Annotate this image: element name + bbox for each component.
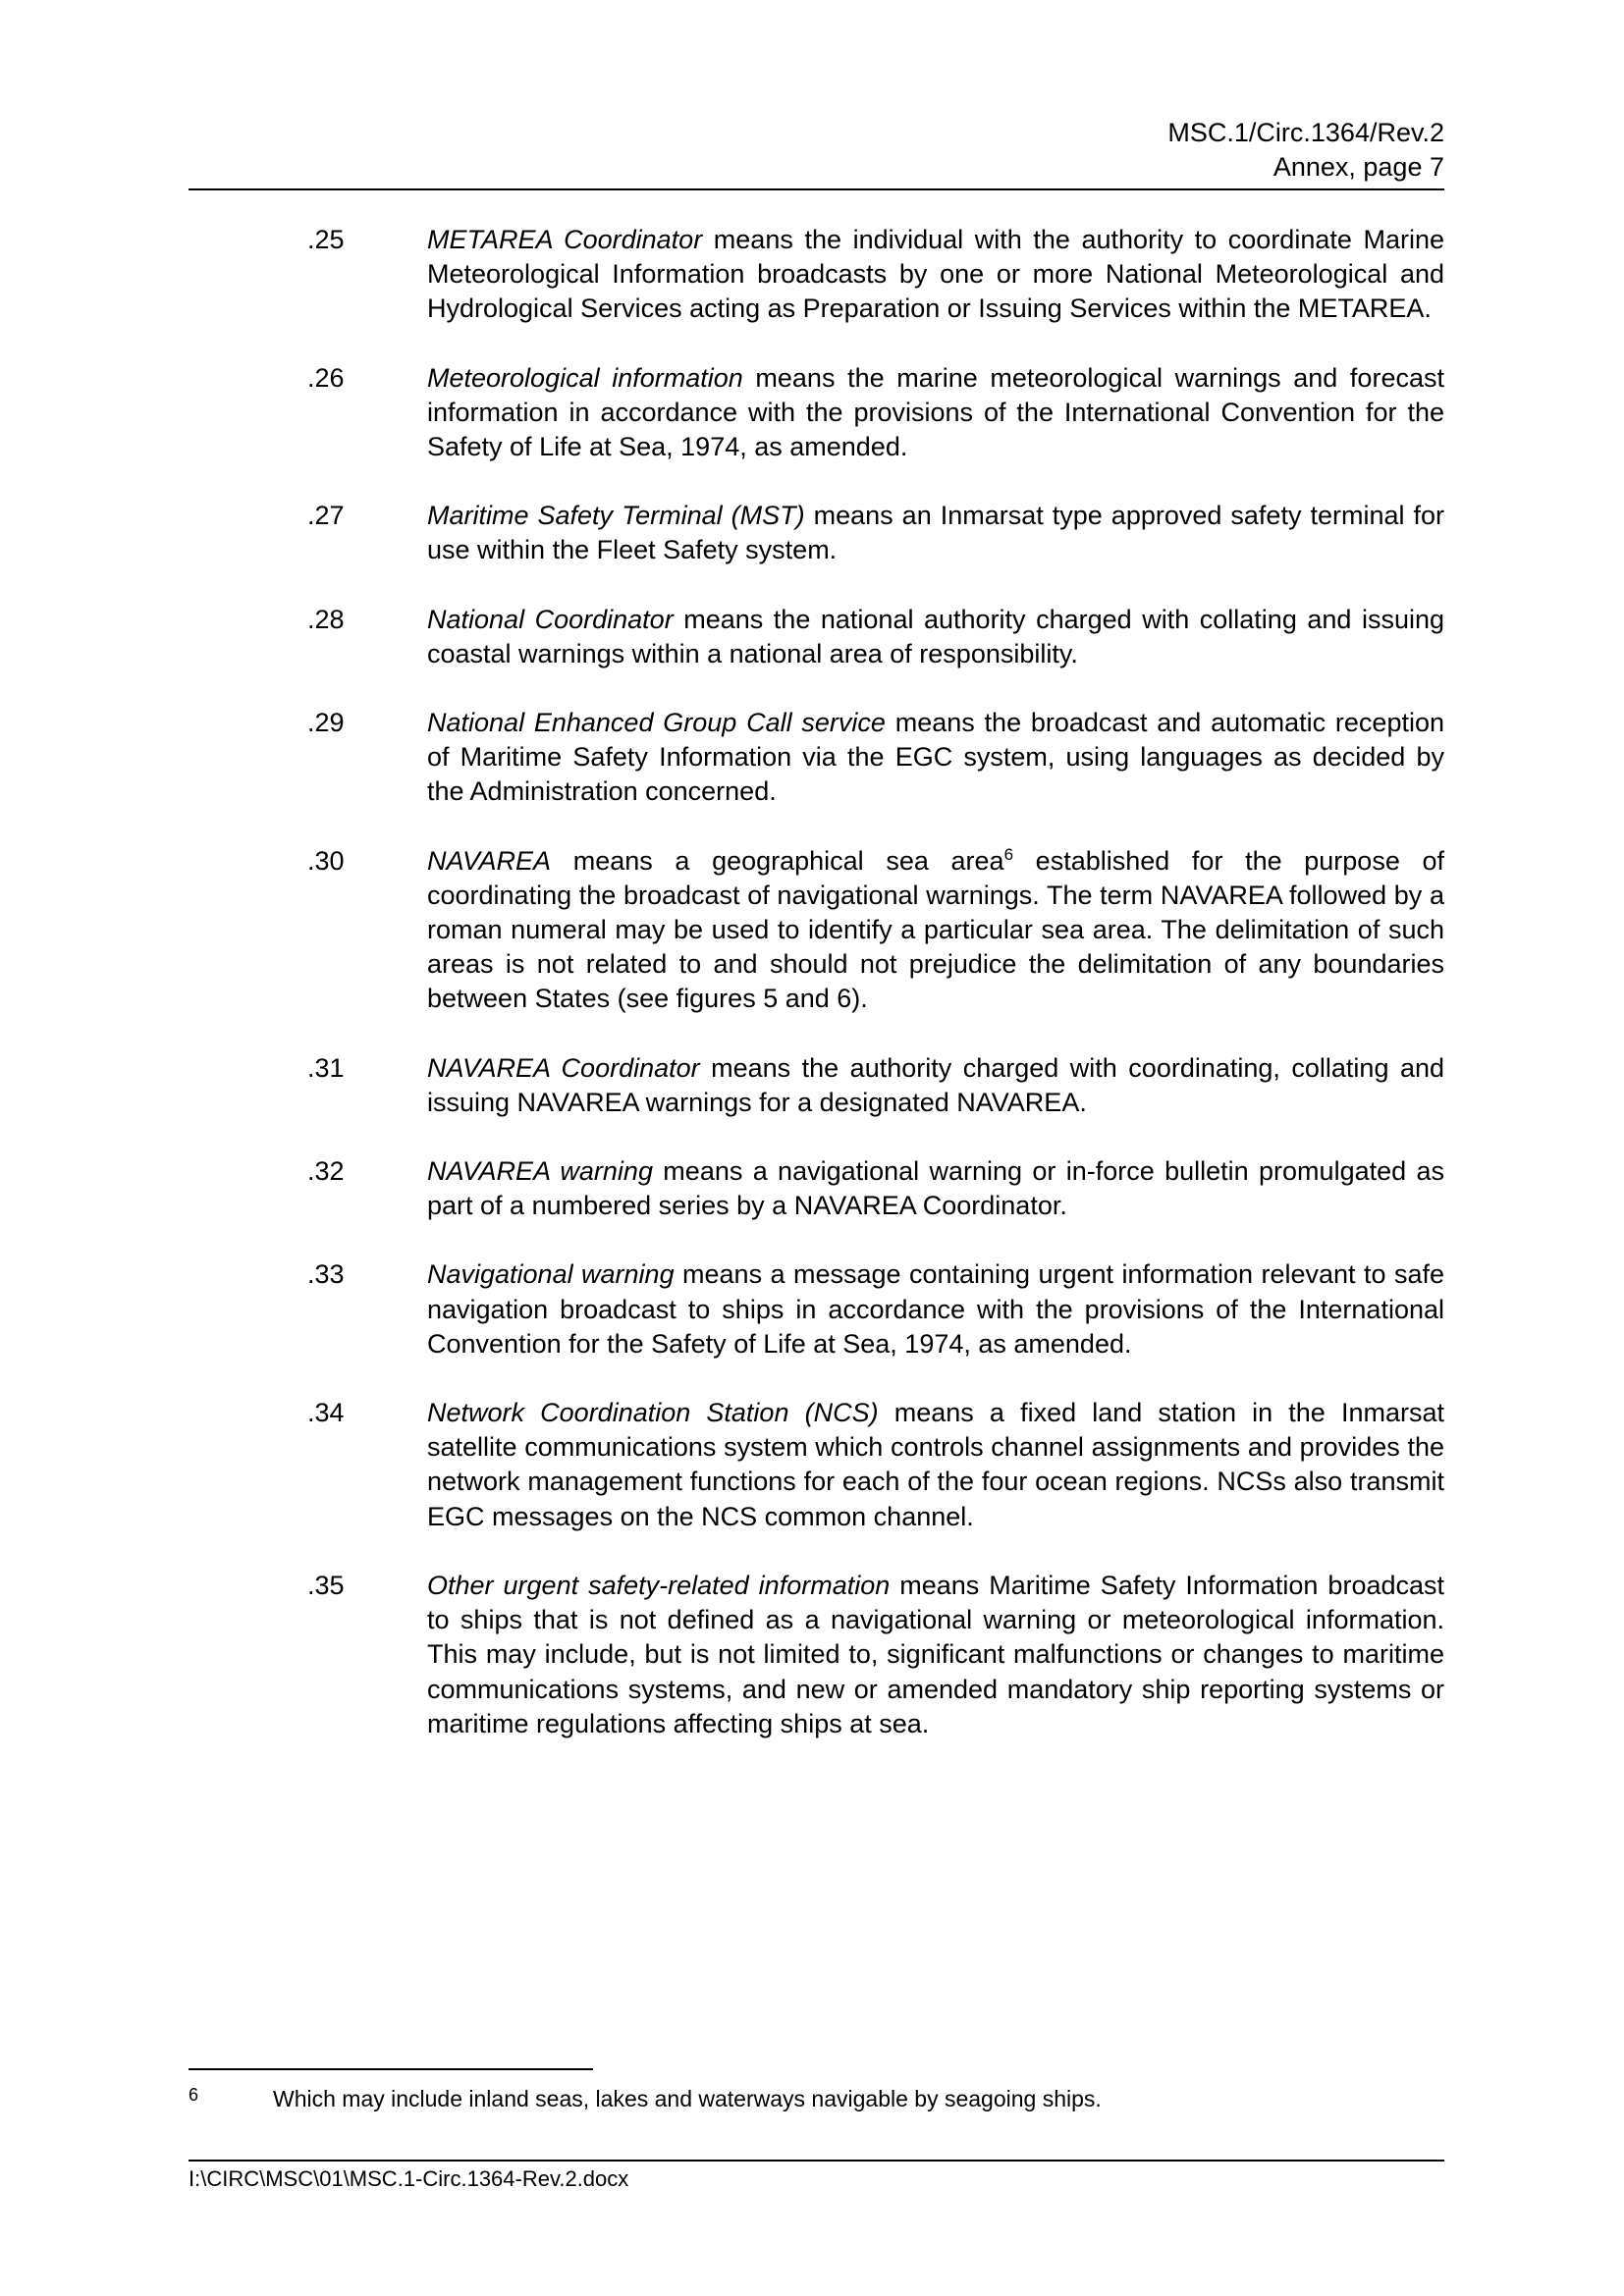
item-number: .29 xyxy=(307,708,345,738)
definition-body: means Maritime Safety Information broadcast to ships that is not defined as a navigational warning or meteorological information. This may include, but is not limited to, significant malfunctions or changes to maritime communications systems, and new or amended mandatory ship reporting systems or maritime regulations affecting ships at sea. xyxy=(427,1570,1445,1738)
footer-divider xyxy=(189,2160,1444,2162)
definition-text xyxy=(427,361,1444,465)
definition-body: means a fixed land station in the Inmarsat satellite communications system which controls channel assignments and provides the network management functions for each of the four ocean regions. NCSs also transmit EGC messages on the NCS common channel. xyxy=(427,1398,1444,1531)
definition-body: means the authority charged with coordinating, collating and issuing NAVAREA warnings for a designated NAVAREA. xyxy=(427,1052,1444,1117)
definition-text xyxy=(427,1154,1444,1223)
defined-term: National Enhanced Group Call service xyxy=(427,708,886,738)
defined-term: Meteorological information xyxy=(427,362,743,393)
defined-term: METAREA Coordinator xyxy=(427,225,703,254)
definition-body: means an Inmarsat type approved safety terminal for use within the Fleet Safety system. xyxy=(427,501,1445,565)
defined-term: Network Coordination Station (NCS) xyxy=(427,1398,879,1428)
definition-text xyxy=(427,1051,1444,1120)
definition-item xyxy=(307,1051,1444,1120)
footnote-mark: 6 xyxy=(189,2085,199,2105)
header-divider xyxy=(189,188,1444,190)
item-number: .26 xyxy=(307,362,345,393)
defined-term: NAVAREA xyxy=(427,845,552,876)
definition-body: means the individual with the authority to coordinate Marine Meteorological Information broadcasts by one or more National Meteorological and Hydrological Services acting as Preparation or Issuing Services within the METAREA. xyxy=(427,225,1445,324)
definition-item xyxy=(307,361,1444,465)
definition-item xyxy=(307,844,1444,1017)
defined-term: National Coordinator xyxy=(427,604,674,634)
defined-term: NAVAREA warning xyxy=(427,1156,653,1187)
definition-body: means the broadcast and automatic reception of Maritime Safety Information via the EGC system, using languages as decided by the Administration concerned. xyxy=(427,708,1444,807)
page-label: Annex, page 7 xyxy=(1272,152,1444,182)
document-reference: MSC.1/Circ.1364/Rev.2 xyxy=(1167,118,1444,147)
defined-term: Other urgent safety-related information xyxy=(427,1570,891,1600)
item-number: .32 xyxy=(307,1156,345,1187)
definition-body-continued: established for the purpose of coordinating the broadcast of navigational warnings. The term NAVAREA followed by a roman numeral may be used to identify a particular sea area. The delimitation of such areas is not related to and should not prejudice the delimitation of any boundaries between States (see figures 5 and 6). xyxy=(427,845,1445,1014)
definition-text xyxy=(427,1396,1444,1534)
definition-body: means the marine meteorological warnings and forecast information in accordance with the provisions of the International Convention for the Safety of Life at Sea, 1974, as amended. xyxy=(427,362,1444,462)
footnote-reference[interactable]: 6 xyxy=(1003,844,1014,864)
definition-text xyxy=(427,223,1444,327)
definition-item xyxy=(307,706,1444,810)
definition-text xyxy=(427,1569,1444,1741)
definition-text xyxy=(427,1257,1444,1362)
definition-body: means the national authority charged with collating and issuing coastal warnings within a national area of responsibility. xyxy=(427,604,1445,668)
item-number: .27 xyxy=(307,501,345,531)
item-number: .31 xyxy=(307,1052,345,1083)
definition-text xyxy=(427,706,1444,810)
definitions-list xyxy=(307,223,1444,1776)
definition-body: means a geographical sea area xyxy=(551,845,1004,876)
definition-text xyxy=(427,844,1444,1017)
definition-item xyxy=(307,1257,1444,1362)
item-number: .34 xyxy=(307,1398,345,1428)
footnote xyxy=(189,2084,1444,2113)
item-number: .25 xyxy=(307,225,345,254)
defined-term: NAVAREA Coordinator xyxy=(427,1052,700,1083)
definition-body: means a message containing urgent information relevant to safe navigation broadcast to ships in accordance with the provisions of the International Convention for the Safety of Life at Sea, 1974, as amended. xyxy=(427,1259,1444,1359)
footnote-separator xyxy=(189,2068,593,2070)
definition-text xyxy=(427,603,1444,671)
definition-body: means a navigational warning or in-force bulletin promulgated as part of a numbered series by a NAVAREA Coordinator. xyxy=(427,1156,1444,1221)
item-number: .30 xyxy=(307,845,345,876)
footer-file-path: I:\CIRC\MSC\01\MSC.1-Circ.1364-Rev.2.docx xyxy=(189,2166,629,2191)
definition-item xyxy=(307,499,1444,567)
defined-term: Navigational warning xyxy=(427,1259,675,1290)
definition-item xyxy=(307,1569,1444,1741)
page-header xyxy=(189,116,1444,185)
definition-item xyxy=(307,1154,1444,1223)
definition-item xyxy=(307,603,1444,671)
item-number: .35 xyxy=(307,1570,345,1600)
defined-term: Maritime Safety Terminal (MST) xyxy=(427,501,805,531)
footnote-text: Which may include inland seas, lakes and waterways navigable by seagoing ships. xyxy=(273,2086,1102,2111)
definition-item xyxy=(307,1396,1444,1534)
definition-text xyxy=(427,499,1444,567)
definition-item xyxy=(307,223,1444,327)
item-number: .28 xyxy=(307,604,345,634)
item-number: .33 xyxy=(307,1259,345,1290)
